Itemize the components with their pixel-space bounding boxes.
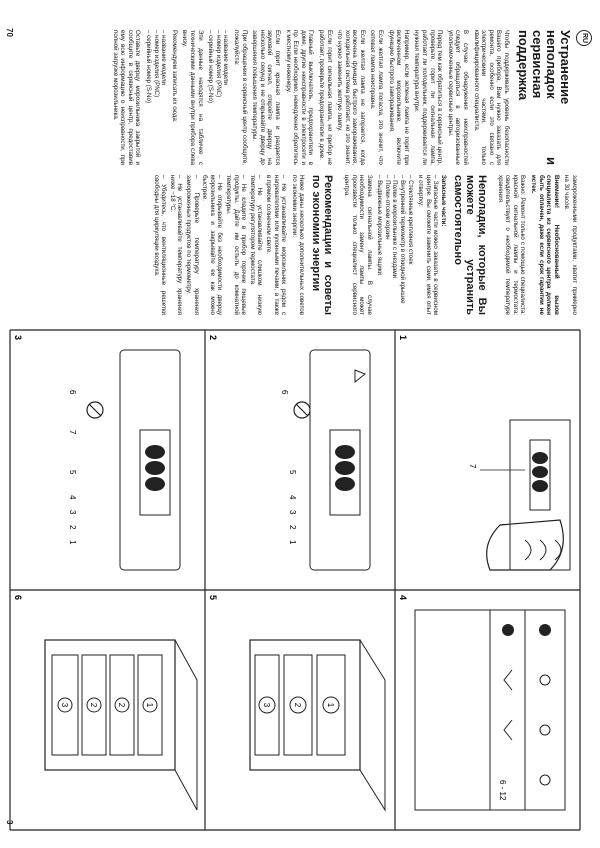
fig3-callout-1: 1 xyxy=(68,540,77,545)
page-number-left: 70 xyxy=(5,28,14,37)
eco-item-5: – Не устанавливайте температуру хранения ниже −18 °C. xyxy=(168,175,184,315)
eco-item-3: – Не открывайте без необходимости дверцу морозильника и закрывайте ее как можно быстрее. xyxy=(201,175,224,315)
eco-item-1: – Не устанавливайте слишком низкую температуру регулятором термостата. xyxy=(248,175,264,315)
part-item-3: – Полки-отсеки корзин xyxy=(383,175,391,240)
heading-energy: Рекомендации и советы по экономии энергии xyxy=(310,175,335,315)
fig3-callout-4: 4 xyxy=(68,495,77,500)
col1-p0: Чтобы поддерживать уровень безопасности Вашего прибора, Вам нужно заказать для ремонта, особенно если это связано с электрическими частями, только квалифицированного специалиста. xyxy=(472,30,510,165)
fig4-label: 4 xyxy=(398,595,408,601)
col1-p6: Если горит сигнальная лампа, но прибор не работает, проверьте предохранители в доме. xyxy=(317,30,333,165)
col1-p15: – название модели xyxy=(160,30,168,85)
fig5-label: 5 xyxy=(208,595,218,601)
col1-p8: Если горит красная лампа и раздается звуковой сигнал, откройте дверцу на несколько секунд и не открывайте дверцу до завершения повышения температуры. xyxy=(251,30,281,165)
col1-p5: Если желтая лампа не загорается, когда включена функция быстрого замораживания, холодильная система работает, но это значит, что нужно заменить желтую лампу. xyxy=(336,30,366,165)
fig3-callout-5: 5 xyxy=(68,470,77,475)
fig2-callout-2: 2 xyxy=(288,525,297,530)
eco-intro: Ниже даны несколько дополнительных советов по экономии энергии: xyxy=(290,175,306,315)
language-badge: RU xyxy=(576,30,592,46)
fig3-callout-2: 2 xyxy=(68,525,77,530)
figure-2-control-panel xyxy=(294,350,370,570)
fig1-callout: 7 xyxy=(468,464,477,469)
col1-p3: Например, если зеленая лампа не горит при включенном морозильнике, включите функцию быстрого замораживания. xyxy=(387,30,410,165)
col1-p7: Главный выключатель, предохранители в доме, другие неисправности в электросети и пр. Если необходимо, немедленно обратитесь к местному инженеру. xyxy=(284,30,315,165)
fig2-callout-3: 3 xyxy=(288,510,297,515)
col1-p11: – номер изделия (PNC) xyxy=(214,30,222,98)
col1-p16: – номер изделия (PNC) xyxy=(152,30,160,98)
col1-p13: Эти данные находятся на табличке с техническими данными внутри прибора слева внизу. xyxy=(181,30,204,165)
fig6-comp-2: 2 xyxy=(117,702,126,708)
fig5-comp-2: 2 xyxy=(293,702,302,708)
col1-p1: В случае обнаружения неисправностей следует обращаться в авторизованные уполномоченные сервисные центры. xyxy=(446,30,470,165)
page-number-right: 3 xyxy=(5,820,14,825)
part-item-2: – Полки в морозильнике с гнездами xyxy=(391,175,399,279)
eco-item-0: – Не устанавливайте морозильник рядом с нагревателями или кухонными печами, а также в прямом солнечном свете. xyxy=(264,175,288,315)
part-item-4: – Выдвижные морозильные ящики xyxy=(376,175,384,275)
col1-p12: – серийный номер (S-No) xyxy=(207,30,215,104)
fig2-callout-1: 1 xyxy=(288,540,297,545)
fig2-callout-4: 4 xyxy=(288,495,297,500)
fig5-comp-3: 3 xyxy=(262,702,271,708)
fig6-label: 6 xyxy=(13,595,23,601)
col2-warning: Внимание! Необоснованный вызов специалиста из сервисного центра должен быть оплачен, даже если срок гарантии не истек. xyxy=(530,175,560,315)
heading-self-repair: Неполадки, которые Вы можете устранить самостоятельно xyxy=(452,175,489,315)
heading-troubleshooting: Устранение неполадок и сервисная поддержка xyxy=(516,30,573,165)
figure-5-freezer xyxy=(250,640,385,810)
fig3-callout-6: 6 xyxy=(68,390,77,395)
figure-6-freezer xyxy=(45,640,197,810)
figure-4-storage-chart xyxy=(415,610,565,810)
col1-p2: Перед тем как обратиться в сервисный центр, проверьте, горит ли сигнальная лампа, работает ли холодильник, поддерживается ли нужная температура внутри. xyxy=(413,30,444,165)
eco-item-2: – Не кладите в прибор горячие пищевые продукты. Дайте им остыть до комнатной температуры. xyxy=(225,175,248,315)
fig6-comp-4: 3 xyxy=(60,702,69,708)
fig2-callout-6: 6 xyxy=(280,390,289,395)
parts-text: – Запасные части можно заказать в сервисном центре. Вы сможете заменить сами, имея опыт и отвертку: xyxy=(417,175,440,315)
part-item-0: – Стеклянные крепления стоек xyxy=(406,175,414,265)
fig3-callout-3: 3 xyxy=(68,510,77,515)
part-item-1: – Внутренний термометр в откидной крышке xyxy=(399,175,407,304)
fig3-label: 3 xyxy=(13,335,23,341)
fig4-range: 6 - 12 xyxy=(498,780,507,801)
figure-3-control-panel xyxy=(87,350,180,570)
col1-p18: Оставьте дверцу морозильника закрытой и сообщите в сервисный центр, предоставив ему всю информацию о неисправности, при полной загрузке морозильника. xyxy=(111,30,142,165)
col2-intro: замороженными продуктами, хватит примерно на 30 часов. xyxy=(563,175,578,315)
col2-note: Важно: Ремонт только с помощью специалиста: красной сигнальной лампы и термостата; свидетельствует о необходимой температуре хранения. xyxy=(496,175,527,315)
fig3-callouts xyxy=(68,390,77,545)
fig6-comp-3: 2 xyxy=(89,702,98,708)
fig3-callout-7: 7 xyxy=(68,430,77,435)
eco-item-6: – Убедитесь, что вентиляционные решетки свободны для циркуляции воздуха. xyxy=(152,175,168,315)
col1-p14: Рекомендуем записать их сюда: xyxy=(170,30,178,123)
col1-p4: Если желтая лампа погасла, это значит, что сетевая лампа неисправна. xyxy=(369,30,385,165)
fig5-comp-1: 1 xyxy=(326,702,335,708)
fig2-label: 2 xyxy=(208,335,218,341)
col1-p10: – название модели xyxy=(222,30,230,85)
parts-label: Запасные части: xyxy=(440,175,448,227)
col1-p9: При обращении в сервисный центр сообщите, пожалуйста: xyxy=(233,30,248,165)
figure-1-panel-hand xyxy=(480,420,570,570)
fig1-label: 1 xyxy=(398,335,408,341)
fig2-callout-5: 5 xyxy=(288,470,297,475)
lamp-text: Замена сигнальной лампы. В случае необходимости замену лампы может произвести только специалист сервисного центра. xyxy=(342,175,373,315)
fig6-comp-1: 1 xyxy=(145,702,154,708)
eco-item-4: – Проверьте температуру хранения замороженных продуктов по термометру. xyxy=(185,175,200,315)
col1-p17: – серийный номер (S-No) xyxy=(145,30,153,104)
